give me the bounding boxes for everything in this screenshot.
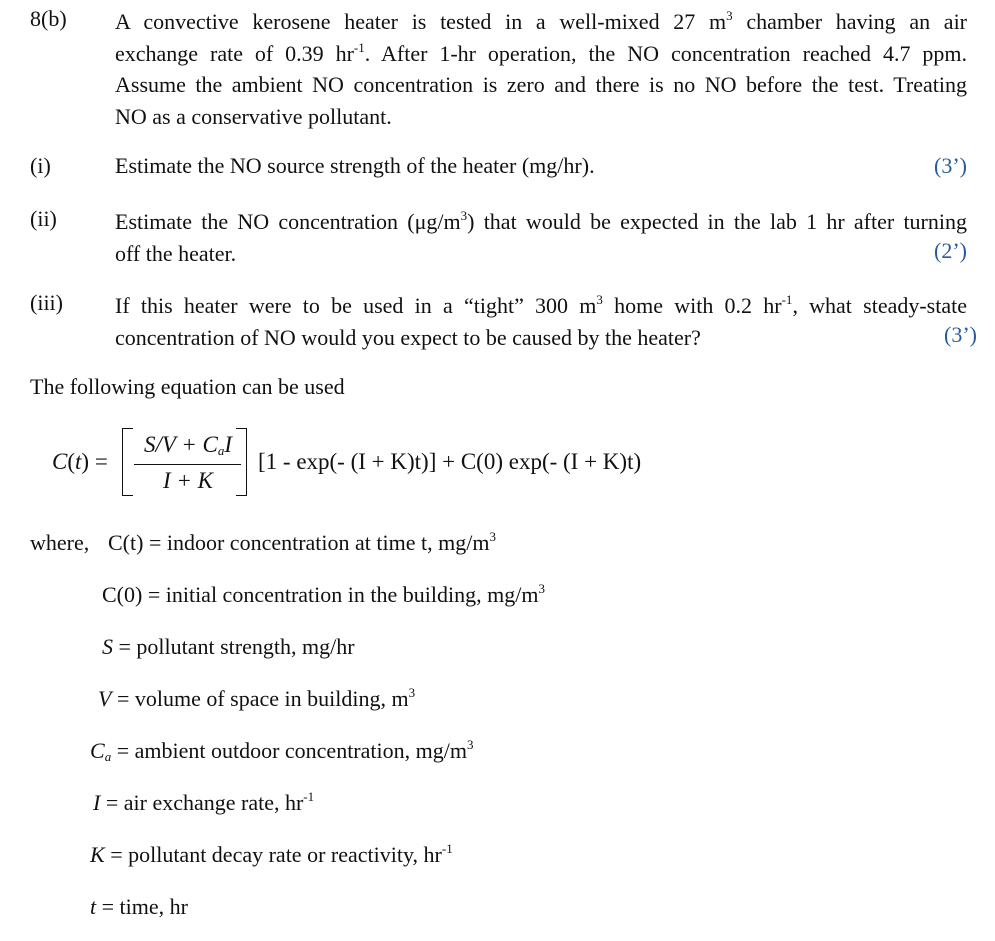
part-label-iii: (iii) <box>30 290 63 315</box>
equation-rhs: [1 - exp(- (I + K)t)] + C(0) exp(- (I + K)t) <box>258 449 642 474</box>
definition-t: t = time, hr <box>90 894 188 919</box>
part-ii-line: Estimate the NO concentration $(\mu g/m^3)$ that would be expected in the lab 1 hr after turning <box>115 208 967 234</box>
part-label-ii: (ii) <box>30 206 57 231</box>
part-iii-marks: (3’) <box>944 322 977 347</box>
left-bracket <box>122 428 133 496</box>
definition-ca: $C_a$ = ambient outdoor concentration, $mg/m^3$ <box>90 737 474 764</box>
intro-line: NO as a conservative pollutant. <box>115 103 392 129</box>
fraction-bar <box>134 464 241 465</box>
part-ii-marks: (2’) <box>934 238 967 263</box>
definition-s: S = pollutant strength, mg/hr <box>102 634 355 659</box>
part-iii-text <box>115 290 967 353</box>
intro-line: Assume the ambient NO concentration is zero and there is no NO before the test. Treating <box>115 72 967 97</box>
definition-i: I = air exchange rate, $hr^{-1}$ <box>93 789 315 815</box>
part-i-marks: (3’) <box>934 153 967 178</box>
part-ii-text <box>115 206 967 269</box>
equation-lhs: C(t) = <box>52 449 108 474</box>
intro-line: A convective kerosene heater is tested in a well-mixed 27 $m^3$ chamber having an air <box>115 8 968 34</box>
definition-ct: C(t) = indoor concentration at time t, $mg/m^3$ <box>108 529 496 555</box>
fraction-denominator: I + K <box>162 468 214 493</box>
part-ii-line: off the heater. <box>115 240 237 266</box>
where-label: where, <box>30 530 90 555</box>
right-bracket <box>236 428 247 496</box>
equation-intro: The following equation can be used <box>30 374 345 399</box>
part-iii-line: concentration of NO would you expect to be caused by the heater? <box>115 324 701 350</box>
definition-k: K = pollutant decay rate or reactivity, $hr^{-1}$ <box>90 841 453 867</box>
part-i-text: Estimate the NO source strength of the heater (mg/hr). <box>115 153 595 178</box>
definition-v: V = volume of space in building, $m^3$ <box>98 685 416 711</box>
fraction-numerator: $S/V + C_aI$ <box>143 432 233 458</box>
part-iii-line: If this heater were to be used in a “tight” 300 $m^3$ home with 0.2 $hr^{-1}$, what steady-state <box>115 292 967 318</box>
definition-c0: C(0) = initial concentration in the building, $mg/m^3$ <box>102 581 545 607</box>
intro-line: exchange rate of 0.39 $hr^{-1}$. After 1-hr operation, the NO concentration reached 4.7 ppm. <box>115 39 967 66</box>
question-intro <box>115 6 967 132</box>
question-number: 8(b) <box>30 6 67 31</box>
part-label-i: (i) <box>30 153 51 178</box>
